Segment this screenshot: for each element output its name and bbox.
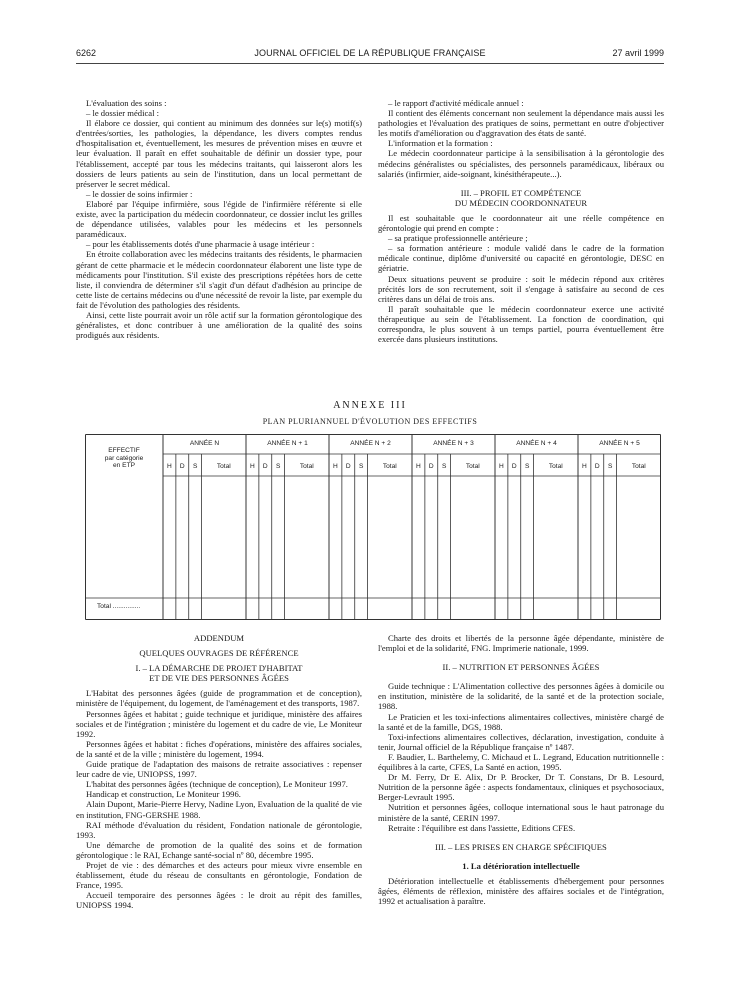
sub-column-header: H: [582, 463, 587, 470]
sub-column-header: D: [262, 463, 268, 470]
annexe-subtitle: PLAN PLURIANNUEL D'ÉVOLUTION DES EFFECTIFS: [262, 417, 478, 426]
reference-item: Projet de vie : des démarches et des acteurs pour mieux vivre ensemble en établissement, étude du réseau de consultants en gérontologie, Fondation de France, 1995.: [76, 859, 362, 891]
reference-item: Personnes âgées et habitat : fiches d'opérations, ministère des affaires sociales, de la santé et de la ville ; ministère du logement, 1994.: [76, 738, 362, 759]
header-rule: [76, 63, 664, 64]
year-header: ANNÉE N + 5: [599, 440, 640, 447]
paragraph: – pour les établissements dotés d'une pharmacie à usage intérieur :: [86, 239, 315, 250]
reference-item: Guide technique : L'Alimentation collective des personnes âgées à domicile ou en institution, ministère de la solidarité, de la santé et de la protection sociale, 1988.: [378, 681, 664, 712]
page-number: 6262: [76, 48, 97, 58]
sub-column-header: Total: [382, 463, 397, 470]
sub-column-header: S: [358, 463, 364, 470]
reference-item: Accueil temporaire des personnes âgées : le droit au répit des familles, UNIOPSS 1994.: [76, 890, 362, 911]
subsection-heading: 1. La détérioration intellectuelle: [462, 860, 580, 871]
section-heading: DU MÉDECIN COORDONNATEUR: [454, 197, 588, 208]
reference-item: Nutrition et personnes âgées, colloque international sous le haut patronage du ministère de la santé, CERIN 1997.: [378, 802, 664, 823]
reference-item: Détérioration intellectuelle et établissements d'hébergement pour personnes âgées, éléments de réflexion, ministère des affaires sociales et de l'intégration, 1992 et actualisation à paraître.: [378, 875, 664, 907]
journal-title: JOURNAL OFFICIEL DE LA RÉPUBLIQUE FRANÇAISE: [254, 48, 486, 58]
sub-column-header: Total: [548, 463, 563, 470]
paragraph: L'information et la formation :: [388, 138, 493, 149]
sub-column-header: S: [192, 463, 198, 470]
reference-item: Dr M. Ferry, Dr E. Alix, Dr P. Brocker, Dr T. Constans, Dr B. Lesourd, Nutrition de la personne âgée : aspects fondamentaux, cliniques et psychosociaux, Berger-Levrault 1995.: [378, 772, 664, 803]
reference-item: Retraite : l'équilibre est dans l'assiette, Editions CFES.: [388, 822, 576, 833]
sub-column-header: H: [167, 463, 172, 470]
sub-column-header: S: [524, 463, 530, 470]
corner-label-3: en ETP: [113, 462, 135, 469]
reference-item: L'Habitat des personnes âgées (guide de programmation et de conception), ministère de l'équipement, du logement, de l'aménagement et des transports, 1987.: [76, 688, 362, 709]
sub-column-header: D: [345, 463, 351, 470]
sub-column-header: H: [250, 463, 255, 470]
staff-plan-table: [85, 434, 661, 620]
year-header: ANNÉE N + 2: [350, 440, 391, 447]
paragraph: – sa formation antérieure : module validé dans le cadre de la formation médicale continue, diplôme d'université ou capacité en gérontologie, DESC en gériatrie.: [378, 243, 664, 274]
reference-item: Toxi-infections alimentaires collectives, déclaration, investigation, conduite à tenir, Journal officiel de la République française nº 1487.: [378, 731, 664, 752]
sub-column-header: S: [607, 463, 613, 470]
sub-column-header: Total: [465, 463, 480, 470]
total-row-label: Total ...............: [97, 603, 141, 610]
reference-item: Une démarche de promotion de la qualité des soins et de formation gérontologique : le RAI, Echange santé-social nº 80, décembre 1995.: [76, 839, 362, 860]
corner-label-2: par catégorie: [104, 455, 144, 462]
reference-item: Handicap et construction, Le Moniteur 1996.: [86, 789, 241, 800]
paragraph: L'évaluation des soins :: [86, 98, 167, 108]
sub-column-header: D: [594, 463, 600, 470]
sub-column-header: H: [333, 463, 338, 470]
corner-label-1: EFFECTIF: [108, 447, 140, 454]
reference-item: Personnes âgées et habitat ; guide technique et juridique, ministère des affaires sociales et de l'intégration ; ministère du logement et du cadre de vie, Le Moniteur 1992.: [76, 708, 362, 739]
reference-item: Le Praticien et les toxi-infections alimentaires collectives, ministère chargé de la santé et de la famille, DGS, 1988.: [378, 711, 664, 732]
section-heading: I. – LA DÉMARCHE DE PROJET D'HABITAT: [135, 663, 303, 674]
year-header: ANNÉE N + 1: [267, 440, 308, 447]
sub-column-header: Total: [299, 463, 314, 470]
column-left-bottom: [76, 633, 362, 910]
year-header: ANNÉE N: [189, 440, 220, 447]
section-heading: ET DE VIE DES PERSONNES ÂGÉES: [149, 673, 289, 684]
column-left-top: [76, 98, 362, 340]
sub-column-header: Total: [216, 463, 231, 470]
reference-item: F. Baudier, L. Barthelemy, C. Michaud et L. Legrand, Education nutritionnelle : équilibres à la carte, CFES, La Santé en action, 1995.: [378, 751, 664, 773]
reference-item: Alain Dupont, Marie-Pierre Hervy, Nadine Lyon, Evaluation de la qualité de vie en institution, FNG-GERSHE 1988.: [76, 799, 362, 820]
paragraph: – le dossier de soins infirmier :: [86, 188, 193, 199]
paragraph: – le rapport d'activité médicale annuel :: [388, 98, 524, 108]
sub-column-header: S: [441, 463, 447, 470]
paragraph: – le dossier médical :: [86, 108, 160, 119]
paragraph: Il élabore ce dossier, qui contient au minimum des données sur le(s) motif(s) d'entrées/sorties, les pathologies, la dépendance, les divers comptes rendus d'hospitalisation et, éventuellement, les mesures de prévention mises en œuvre et leur évaluation. Il paraît en effet souhaitable de définir un dossier type, pour l'établissement, accepté par tous les médecins traitants, qui laisseront alors les dossiers de leurs patients au sein de l'institution, dans un local permettant de préserver le secret médical.: [76, 118, 362, 189]
reference-item: Charte des droits et libertés de la personne âgée dépendante, ministère de l'emploi et de la solidarité, FNG. Imprimerie nationale, 1999.: [378, 633, 664, 654]
column-right-top: [378, 98, 664, 344]
sub-column-header: Total: [631, 463, 646, 470]
sub-column-header: D: [179, 463, 185, 470]
paragraph: Il est souhaitable que le coordonnateur ait une réelle compétence en gérontologie qui prend en compte :: [378, 212, 664, 234]
reference-item: RAI méthode d'évaluation du résident, Fondation nationale de gérontologie, 1993.: [76, 819, 362, 840]
year-header: ANNÉE N + 3: [433, 440, 474, 447]
annexe-title: ANNEXE III: [333, 400, 407, 411]
paragraph: En étroite collaboration avec les médecins traitants des résidents, le pharmacien gérant de cette pharmacie et le médecin coordonnateur élaborent une liste type de médicaments pour l'institution. S'il existe des prescriptions répétées hors de cette liste, il conviendra de déterminer s'il s'agit d'un défaut d'adhésion au principe de cette liste de certains médecins ou d'une nécessité de revoir la liste, par exemple du fait de l'évolution des pathologies des résidents.: [76, 249, 362, 310]
paragraph: – sa pratique professionnelle antérieure ;: [388, 233, 528, 244]
addendum-subtitle: QUELQUES OUVRAGES DE RÉFÉRENCE: [139, 648, 299, 659]
page-header: [76, 48, 664, 62]
paragraph: Ainsi, cette liste pourrait avoir un rôle actif sur la formation gérontologique des généralistes, et donc contribuer à une amélioration de la qualité des soins prodigués aux résidents.: [76, 309, 362, 341]
sub-column-header: H: [499, 463, 504, 470]
section-heading: III. – PROFIL ET COMPÉTENCE: [460, 187, 582, 198]
column-right-bottom: [378, 633, 664, 906]
paragraph: Deux situations peuvent se produire : soit le médecin répond aux critères précités lors de son recrutement, soit il s'engage à satisfaire au second de ces critères dans un délai de trois ans.: [378, 273, 664, 304]
reference-item: L'habitat des personnes âgées (technique de conception), Le Moniteur 1997.: [86, 779, 348, 790]
paragraph: Le médecin coordonnateur participe à la sensibilisation à la gérontologie des médecins généralistes ou spécialistes, des personnels paramédicaux, libéraux ou salariés (infirmier, aide-soignant, kinésithérapeute...).: [378, 148, 664, 179]
addendum-title: ADDENDUM: [193, 633, 245, 643]
reference-item: Guide pratique de l'adaptation des maisons de retraite associatives : repenser leur cadre de vie, UNIOPSS, 1997.: [76, 759, 362, 780]
section-heading: II. – NUTRITION ET PERSONNES ÂGÉES: [442, 662, 600, 673]
sub-column-header: H: [416, 463, 421, 470]
section-heading: III. – LES PRISES EN CHARGE SPÉCIFIQUES: [435, 841, 607, 852]
paragraph: Il contient des éléments concernant non seulement la dépendance mais aussi les pathologies et l'évaluation des pratiques de soins, permettant en outre d'objectiver les motifs d'amélioration ou d'aggravation des états de santé.: [378, 108, 664, 139]
sub-column-header: S: [275, 463, 281, 470]
sub-column-header: D: [511, 463, 517, 470]
sub-column-header: D: [428, 463, 434, 470]
table-grid: [85, 434, 661, 620]
year-header: ANNÉE N + 4: [516, 440, 557, 447]
paragraph: Il paraît souhaitable que le médecin coordonnateur exerce une activité thérapeutique au sein de l'établissement. La fonction de coordination, qui correspondra, le plus souvent à un temps partiel, pourra éventuellement être exercée dans plusieurs institutions.: [378, 303, 664, 345]
paragraph: Elaboré par l'équipe infirmière, sous l'égide de l'infirmière référente si elle existe, avec la participation du médecin coordonnateur, ce dossier inclut les grilles de dépendance utilisées, valables pour les médecins et les personnels paramédicaux.: [76, 198, 362, 240]
issue-date: 27 avril 1999: [612, 48, 664, 58]
